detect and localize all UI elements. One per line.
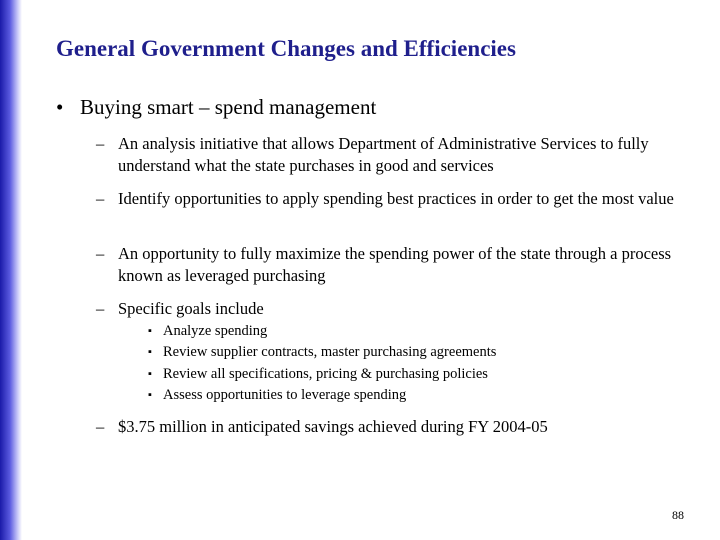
goal-text: Analyze spending	[163, 323, 268, 339]
sub-point-text: An opportunity to fully maximize the spending power of the state through a process known as leveraged purchasing	[118, 244, 672, 285]
sub-point-text: $3.75 million in anticipated savings achieved during FY 2004-05	[118, 417, 548, 436]
main-bullet-text: Buying smart – spend management	[80, 95, 377, 119]
goal-text: Review supplier contracts, master purchasing agreements	[163, 344, 497, 360]
dash-marker: –	[96, 417, 105, 436]
square-bullet-icon: ▪	[148, 368, 152, 380]
square-bullet-icon: ▪	[148, 346, 152, 358]
goal-text: Review all specifications, pricing & purchasing policies	[163, 366, 488, 382]
dash-marker: –	[96, 189, 105, 208]
bullet-marker: •	[56, 95, 64, 119]
dash-marker: –	[96, 299, 105, 318]
sub-point-text: Identify opportunities to apply spending best practices in order to get the most value	[118, 189, 674, 208]
dash-marker: –	[96, 244, 105, 263]
page-number: 88	[672, 508, 684, 522]
goal-text: Assess opportunities to leverage spending	[163, 387, 407, 403]
slide-title: General Government Changes and Efficiencies	[56, 36, 516, 61]
sub-point-text: An analysis initiative that allows Department of Administrative Services to fully understand what the state purchases in good and services	[118, 134, 649, 175]
dash-marker: –	[96, 134, 105, 153]
sub-point-text: Specific goals include	[118, 299, 264, 318]
decorative-sidebar	[0, 0, 22, 540]
square-bullet-icon: ▪	[148, 325, 152, 337]
square-bullet-icon: ▪	[148, 389, 152, 401]
